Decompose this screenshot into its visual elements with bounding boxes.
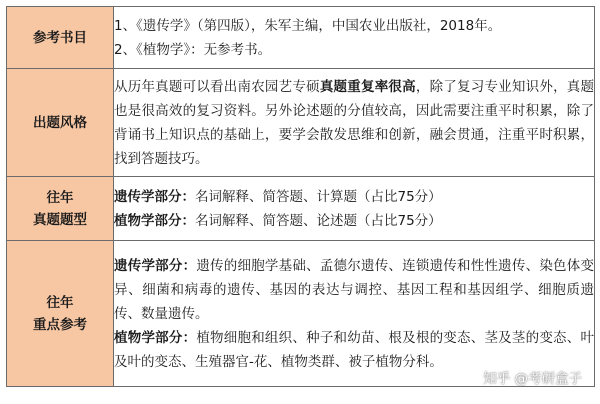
table-row-question-style — [7, 69, 595, 177]
item-title: 植物学部分： — [114, 329, 197, 346]
item-title: 遗传学部分： — [114, 257, 197, 274]
item-text: 名词解释、简答题、论述题（占比75分） — [195, 212, 442, 229]
table-row-reference-books — [7, 7, 595, 69]
row-content-question-types — [114, 177, 595, 241]
style-text-after: ，除了复习专业知识外，真题也是很高效的复习资料。另外论述题的分值较高，因此需要注重平时积累，除了背诵书上知识点的基础上，要学会散发思维和创新，融会贯通，注重平时积累，找到答题技巧。 — [114, 78, 595, 167]
row-label-question-style — [7, 69, 114, 177]
row-label-text: 重点参考 — [33, 316, 87, 333]
row-content-question-style — [114, 69, 595, 177]
zhihu-watermark: 知乎 @考研盒子 — [483, 371, 582, 387]
row-label-reference-books — [7, 7, 114, 69]
row-label-text: 往年 — [46, 294, 74, 311]
row-label-text: 往年 — [46, 189, 74, 206]
reference-book-line: 1、《遗传学》（第四版），朱军主编，中国农业出版社，2018年。 — [114, 17, 502, 34]
item-text: 遗传的细胞学基础、孟德尔遗传、连锁遗传和性性遗传、染色体变异、细菌和病毒的遗传、基因的表达与调控、基因工程和基因组学、细胞质遗传、数量遗传。 — [114, 257, 595, 322]
item-text: 植物细胞和组织、种子和幼苗、根及根的变态、茎及茎的变态、叶及叶的变态、生殖器官-花、植物类群、被子植物分科。 — [114, 329, 595, 370]
table-row-key-topics — [7, 241, 595, 387]
row-label-text: 真题题型 — [33, 211, 87, 228]
table-row-question-types — [7, 177, 595, 241]
item-title: 植物学部分： — [114, 212, 195, 229]
row-content-key-topics — [114, 241, 595, 387]
list-item — [114, 209, 594, 233]
row-label-text: 参考书目 — [33, 29, 87, 46]
style-text-before: 从历年真题可以看出南农园艺专硕 — [114, 78, 320, 95]
reference-book-line: 2、《植物学》：无参考书。 — [114, 41, 272, 58]
row-label-key-topics — [7, 241, 114, 387]
item-text: 名词解释、简答题、计算题（占比75分） — [195, 188, 442, 205]
row-content-reference-books — [114, 7, 595, 69]
list-item — [114, 254, 594, 326]
row-label-question-types — [7, 177, 114, 241]
row-label-text: 出题风格 — [33, 114, 87, 131]
info-table — [6, 6, 595, 387]
item-title: 遗传学部分： — [114, 188, 195, 205]
list-item — [114, 185, 594, 209]
style-text-emphasis: 真题重复率很高 — [319, 78, 416, 95]
